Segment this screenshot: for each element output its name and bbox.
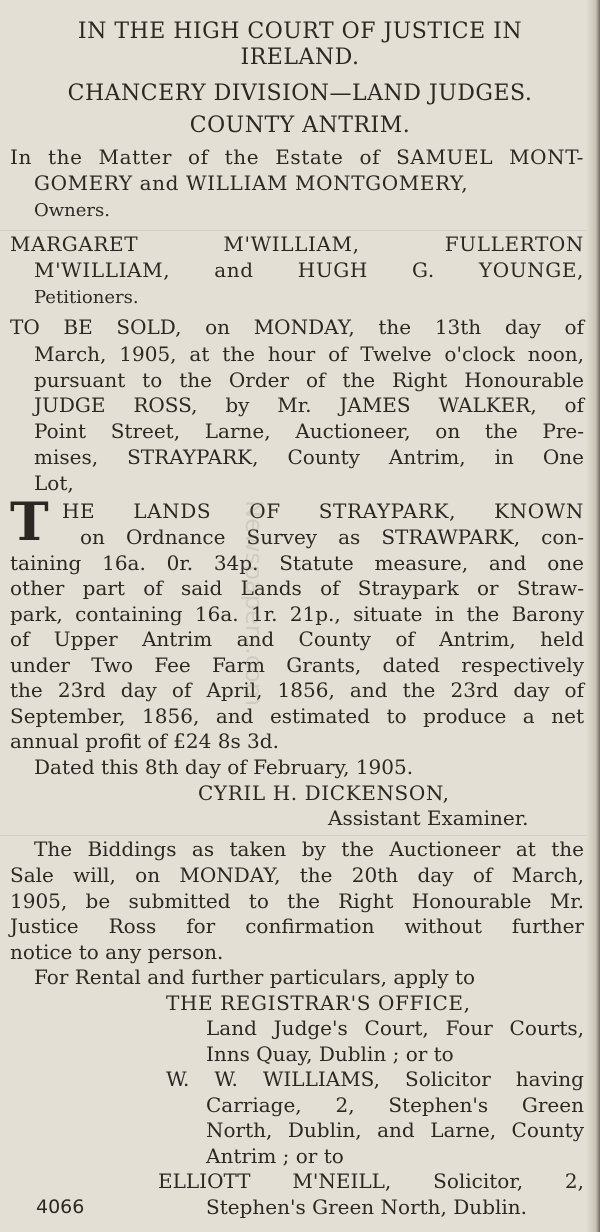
williams-line: North, Dublin, and Larne, County xyxy=(206,1118,584,1142)
matter-line: GOMERY and WILLIAM MONTGOMERY, xyxy=(34,171,469,195)
dated-line: Dated this 8th day of February, 1905. xyxy=(34,755,414,779)
county-heading: COUNTY ANTRIM. xyxy=(189,113,411,138)
mcneill-line: Stephen's Green North, Dublin. xyxy=(206,1195,528,1219)
lands-line: HE LANDS OF STRAYPARK, KNOWN xyxy=(62,499,584,523)
williams-line: Antrim ; or to xyxy=(206,1144,344,1168)
biddings-line: notice to any person. xyxy=(10,940,224,964)
sale-line: Point Street, Larne, Auctioneer, on the Pre- xyxy=(34,419,584,443)
matter-line: Owners. xyxy=(34,200,110,221)
petitioners-line: Petitioners. xyxy=(34,287,139,308)
lands-line: annual profit of £24 8s 3d. xyxy=(10,729,279,753)
division-heading: CHANCERY DIVISION—LAND JUDGES. xyxy=(67,81,533,106)
matter-line: In the Matter of the Estate of SAMUEL MONT- xyxy=(10,145,584,169)
registrar-address: Inns Quay, Dublin ; or to xyxy=(206,1042,454,1066)
lands-line: on Ordnance Survey as STRAWPARK, con- xyxy=(80,525,584,549)
court-heading-line1: IN THE HIGH COURT OF JUSTICE IN xyxy=(77,19,523,44)
clipping-edge-shadow xyxy=(586,0,600,1232)
court-heading-line2: IRELAND. xyxy=(240,45,360,70)
sale-line: March, 1905, at the hour of Twelve o'clock noon, xyxy=(34,342,584,366)
lands-line: under Two Fee Farm Grants, dated respectively xyxy=(10,653,584,677)
williams-line: W. W. WILLIAMS, Solicitor having xyxy=(166,1067,584,1091)
sale-line: pursuant to the Order of the Right Honourable xyxy=(34,368,584,392)
sale-line: mises, STRAYPARK, County Antrim, in One xyxy=(34,445,584,469)
biddings-line: Sale will, on MONDAY, the 20th day of March, xyxy=(10,863,584,887)
registrar-address: Land Judge's Court, Four Courts, xyxy=(206,1016,584,1040)
ad-number: 4066 xyxy=(36,1196,85,1218)
signer-title: Assistant Examiner. xyxy=(328,806,529,830)
lands-line: park, containing 16a. 1r. 21p., situate in the Barony xyxy=(10,602,584,626)
lands-line: of Upper Antrim and County of Antrim, held xyxy=(10,627,584,651)
rental-intro: For Rental and further particulars, apply to xyxy=(34,965,476,989)
biddings-line: The Biddings as taken by the Auctioneer at the xyxy=(34,837,584,861)
lands-line: other part of said Lands of Straypark or Straw- xyxy=(10,576,584,600)
mcneill-line: ELLIOTT M'NEILL, Solicitor, 2, xyxy=(158,1169,584,1193)
registrar-office: THE REGISTRAR'S OFFICE, xyxy=(166,991,471,1015)
lands-line: taining 16a. 0r. 34p. Statute measure, and one xyxy=(10,551,584,575)
paper-fold xyxy=(0,835,600,836)
sale-line: TO BE SOLD, on MONDAY, the 13th day of xyxy=(10,315,584,339)
signer-name: CYRIL H. DICKENSON, xyxy=(198,781,450,805)
sale-line: JUDGE ROSS, by Mr. JAMES WALKER, of xyxy=(34,393,584,417)
biddings-line: 1905, be submitted to the Right Honourable Mr. xyxy=(10,889,584,913)
paper-fold xyxy=(0,230,600,231)
lands-line: the 23rd day of April, 1856, and the 23rd day of xyxy=(10,678,584,702)
drop-cap: T xyxy=(10,492,49,553)
lands-line: September, 1856, and estimated to produce a net xyxy=(10,704,584,728)
petitioners-line: MARGARET M'WILLIAM, FULLERTON xyxy=(10,232,584,256)
watermark: Newspapers.com xyxy=(240,500,268,707)
sale-line: Lot, xyxy=(34,471,74,495)
williams-line: Carriage, 2, Stephen's Green xyxy=(206,1093,584,1117)
biddings-line: Justice Ross for confirmation without further xyxy=(10,914,584,938)
petitioners-line: M'WILLIAM, and HUGH G. YOUNGE, xyxy=(34,258,584,282)
